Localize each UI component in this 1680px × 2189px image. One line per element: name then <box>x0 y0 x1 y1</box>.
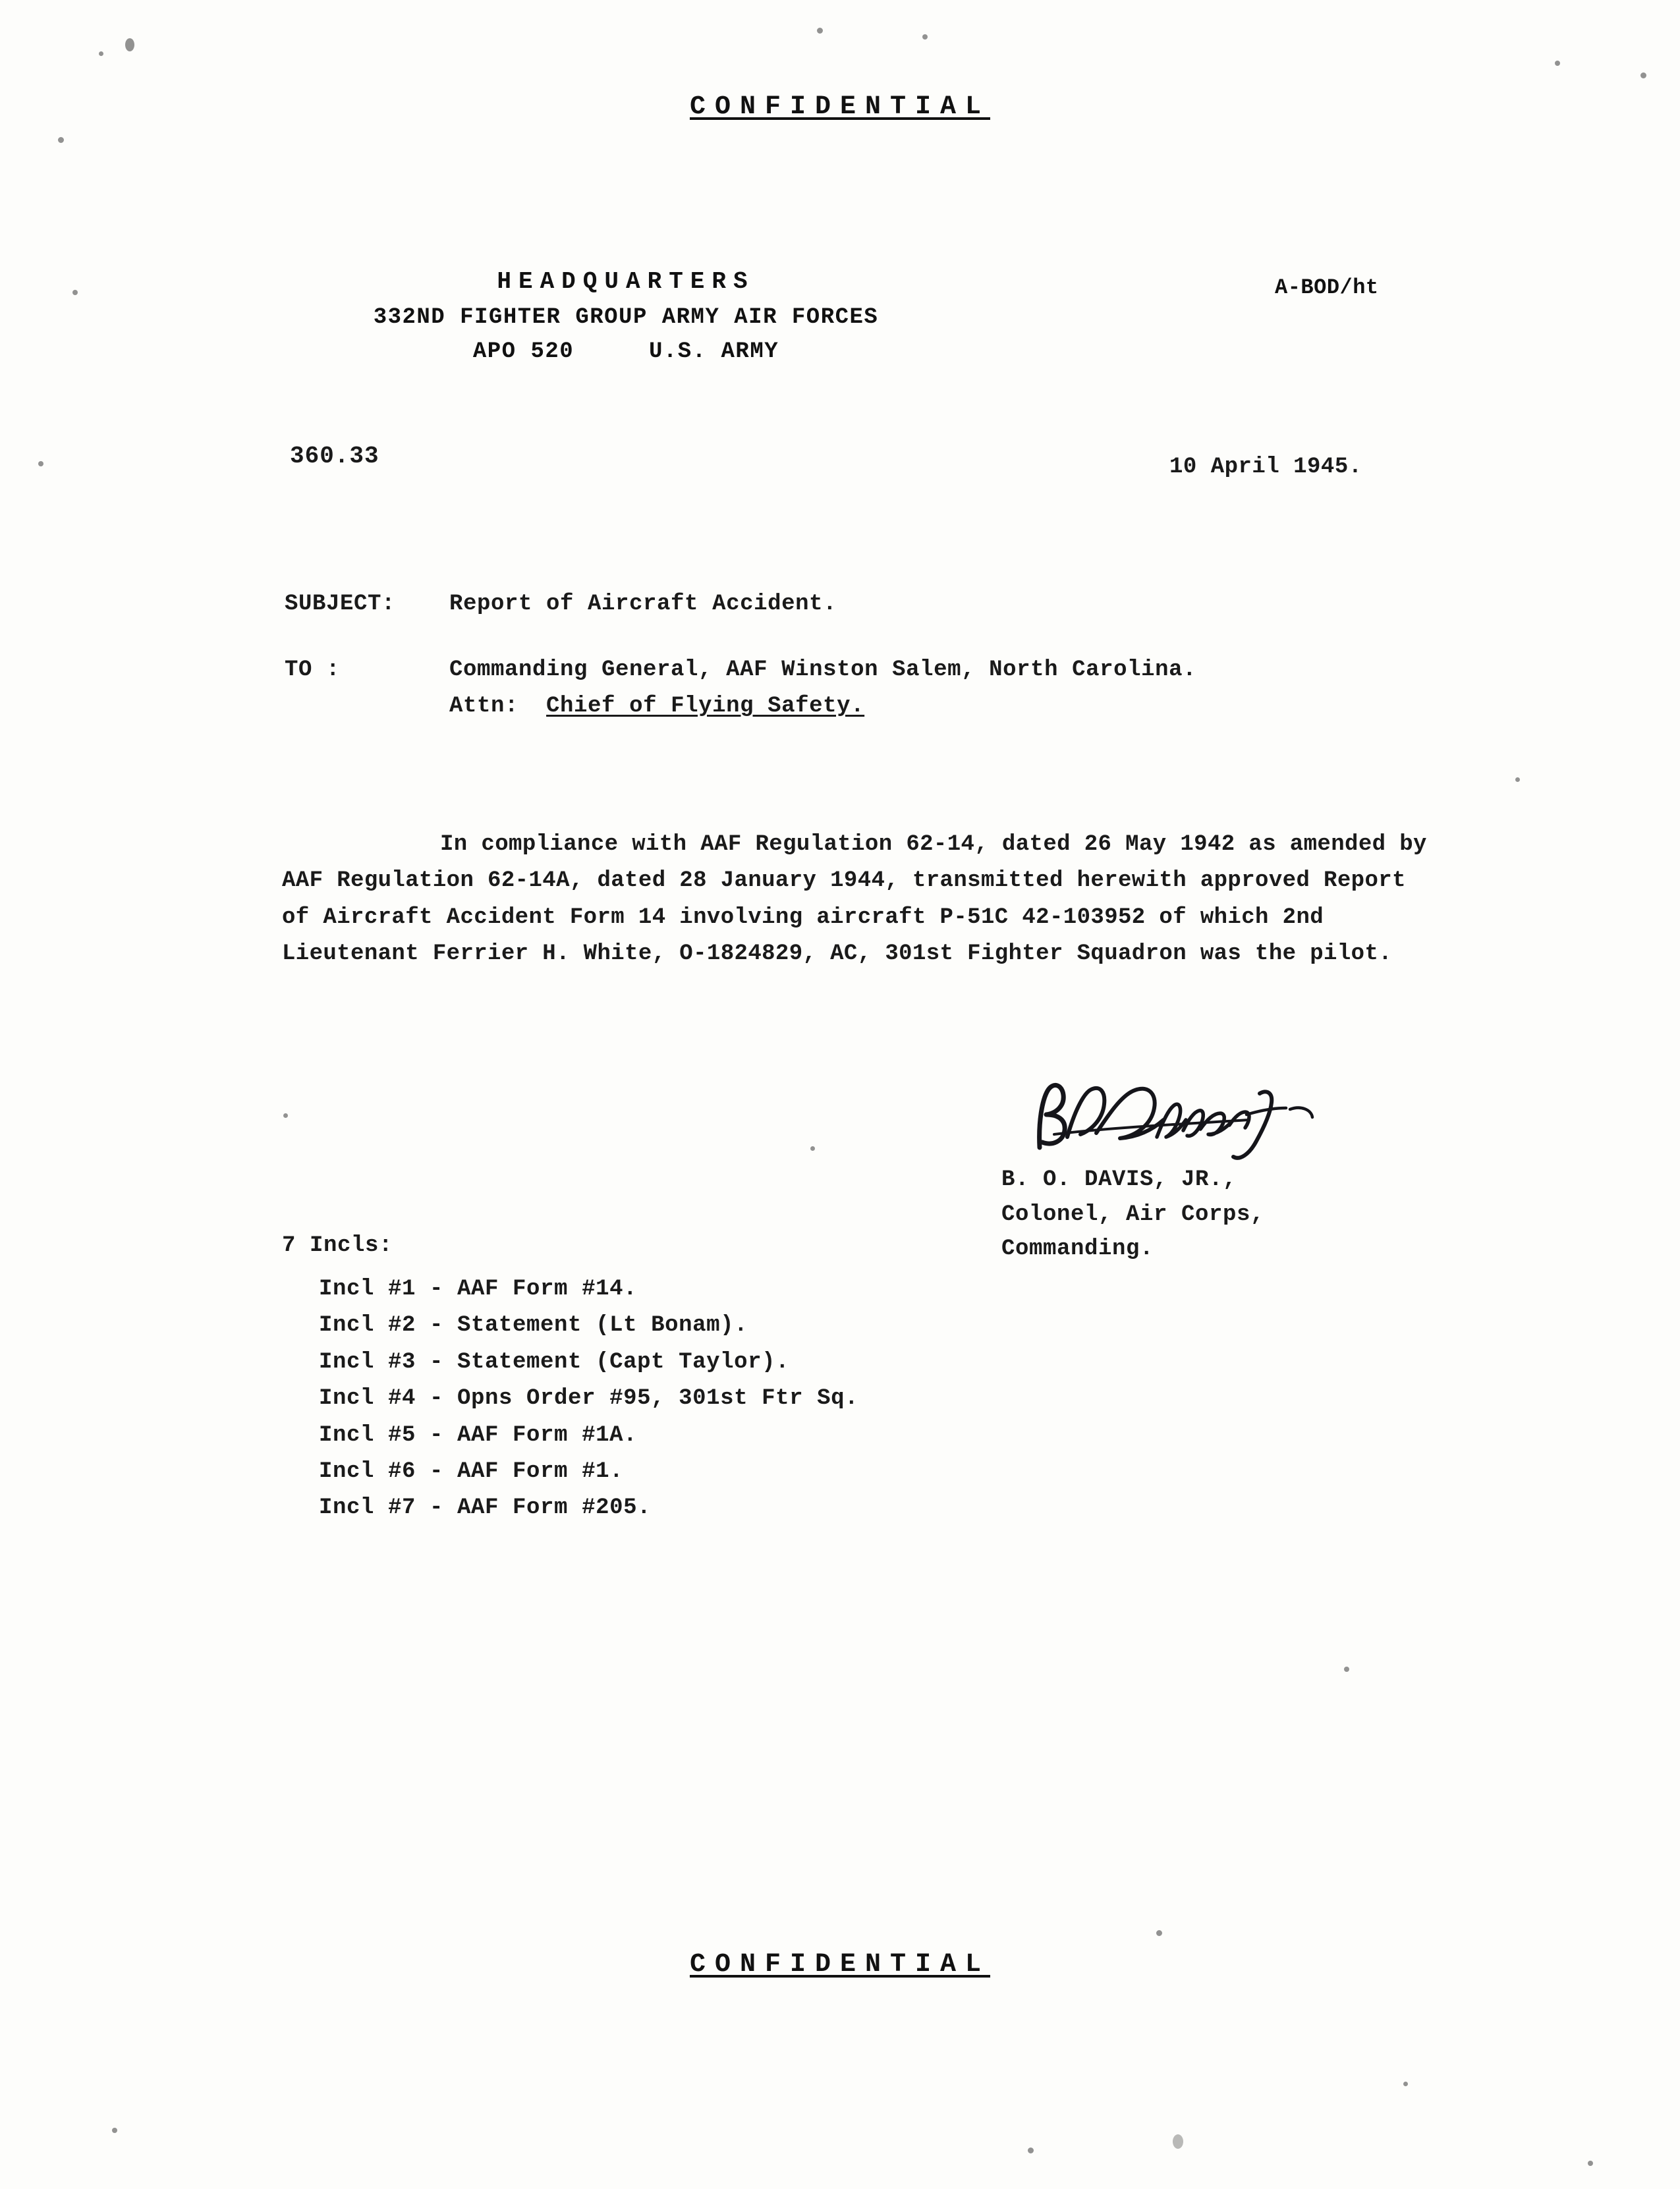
scan-speck <box>810 1146 815 1151</box>
scan-speck <box>1028 2147 1034 2153</box>
document-number: 360.33 <box>290 443 379 470</box>
inclosures-list <box>319 1271 858 1527</box>
list-item: Incl #3 - Statement (Capt Taylor). <box>319 1349 790 1375</box>
scan-speck <box>1515 777 1520 782</box>
scan-speck <box>1588 2161 1593 2166</box>
file-reference-code: A-BOD/ht <box>1275 275 1379 300</box>
scan-speck <box>99 51 103 56</box>
list-item: Incl #6 - AAF Form #1. <box>319 1459 624 1485</box>
letterhead-line-headquarters: HEADQUARTERS <box>497 268 755 295</box>
classification-footer-text: CONFIDENTIAL <box>689 1950 991 1980</box>
scan-speck <box>1403 2082 1408 2086</box>
scan-speck <box>1156 1930 1162 1936</box>
to-line <box>285 652 1196 725</box>
list-item: Incl #1 - AAF Form #14. <box>319 1277 638 1302</box>
letterhead-apo: APO 520 <box>472 339 574 365</box>
letterhead <box>0 263 1252 370</box>
classification-footer <box>0 1950 1680 1980</box>
classification-header <box>0 92 1680 122</box>
scan-speck <box>1555 61 1560 66</box>
scan-speck <box>38 461 43 466</box>
signature-title: Commanding. <box>1001 1236 1154 1262</box>
signature-block <box>1001 1163 1264 1267</box>
scan-speck <box>922 34 928 40</box>
classification-header-text: CONFIDENTIAL <box>689 92 991 122</box>
letterhead-line-apo <box>0 335 1252 370</box>
scan-speck <box>1344 1667 1349 1672</box>
signature-name: B. O. DAVIS, JR., <box>1001 1167 1237 1192</box>
scan-speck <box>1640 72 1646 78</box>
to-label: TO : <box>285 657 341 682</box>
subject-label: SUBJECT: <box>285 592 396 617</box>
attn-spacer-2 <box>518 694 546 719</box>
list-item: Incl #7 - AAF Form #205. <box>319 1495 652 1521</box>
scan-speck <box>58 137 64 143</box>
list-item: Incl #4 - Opns Order #95, 301st Ftr Sq. <box>319 1386 859 1412</box>
letterhead-line-unit: 332ND FIGHTER GROUP ARMY AIR FORCES <box>373 304 879 330</box>
body-paragraph: In compliance with AAF Regulation 62-14, dated 26 May 1942 as amended by AAF Regulation 62-14A, dated 28 January 1944, transmitted herewith approved Report of Aircraft Accident Form 14 involving aircraft P-51C 42-103952 of which 2nd Lieutenant Ferrier H. White, O-1824829, AC, 301st Fighter Squadron was the pilot. <box>282 832 1427 967</box>
scan-speck <box>1173 2134 1183 2149</box>
scan-speck <box>283 1113 288 1118</box>
document-date: 10 April 1945. <box>1169 455 1362 480</box>
list-item: Incl #5 - AAF Form #1A. <box>319 1422 638 1448</box>
subject-line <box>285 586 837 623</box>
attn-label: Attn: <box>449 694 519 719</box>
list-item: Incl #2 - Statement (Lt Bonam). <box>319 1313 748 1339</box>
signature-rank: Colonel, Air Corps, <box>1001 1202 1265 1227</box>
inclosures-title: 7 Incls: <box>282 1233 393 1258</box>
subject-value: Report of Aircraft Accident. <box>449 592 837 617</box>
scan-speck <box>817 28 823 34</box>
signature-ink <box>1028 1074 1337 1173</box>
to-value: Commanding General, AAF Winston Salem, North Carolina. <box>449 657 1197 682</box>
scan-speck <box>125 38 134 51</box>
letterhead-army: U.S. ARMY <box>649 339 779 365</box>
scan-speck <box>112 2128 117 2133</box>
attn-value: Chief of Flying Safety. <box>546 694 865 719</box>
